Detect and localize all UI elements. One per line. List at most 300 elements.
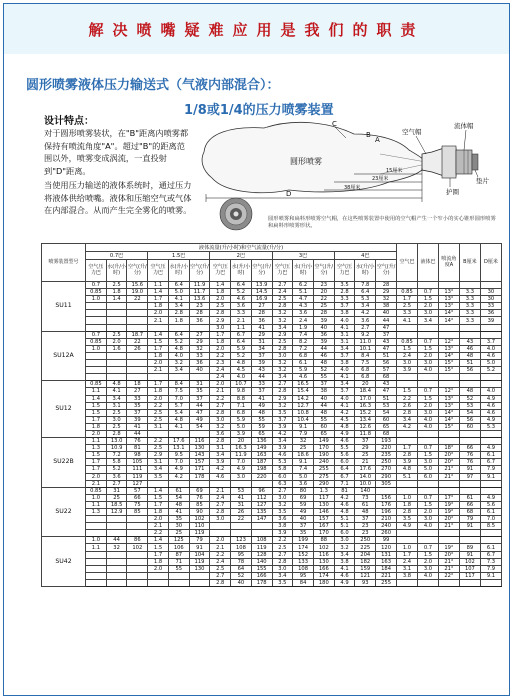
table-cell <box>397 480 418 487</box>
table-cell: 28 <box>251 310 272 317</box>
table-cell: 2.6 <box>397 402 418 409</box>
table-cell: 38 <box>376 303 397 310</box>
table-cell: 2.4 <box>210 374 231 381</box>
table-cell: 17.0 <box>355 395 376 402</box>
table-cell: 4.9 <box>480 445 501 452</box>
table-cell: 29 <box>376 289 397 296</box>
table-cell: 4.1 <box>397 317 418 324</box>
table-cell: 65 <box>251 430 272 437</box>
table-row <box>42 523 502 530</box>
table-cell <box>417 324 438 331</box>
table-row <box>42 360 502 367</box>
table-cell: 9.1 <box>480 473 501 480</box>
table-cell: 1.1 <box>148 282 169 289</box>
table-cell <box>106 565 127 572</box>
table-cell: 2.0 <box>210 345 231 352</box>
table-cell: 20° <box>438 516 459 523</box>
table-cell <box>459 487 480 494</box>
table-cell: 2.5 <box>106 331 127 338</box>
table-cell: 9.1 <box>480 572 501 579</box>
table-cell <box>210 480 231 487</box>
table-cell <box>459 438 480 445</box>
table-cell <box>106 374 127 381</box>
col-header-flow: 液体流量(升/小时)和空气流量(升/分) <box>86 244 397 252</box>
features-heading: 设计特点： <box>44 116 94 127</box>
table-cell <box>168 430 189 437</box>
table-cell: 135 <box>251 509 272 516</box>
table-cell: 108 <box>231 544 252 551</box>
table-cell <box>480 374 501 381</box>
table-cell: 21° <box>438 466 459 473</box>
table-cell: 40 <box>313 395 334 402</box>
table-row <box>42 516 502 523</box>
table-cell: 102 <box>189 516 210 523</box>
table-cell: 33 <box>127 395 148 402</box>
table-cell: 13° <box>438 303 459 310</box>
table-cell: 2.0 <box>417 303 438 310</box>
table-cell: 4.0 <box>334 395 355 402</box>
table-cell: 5.1 <box>334 523 355 530</box>
table-cell: 260 <box>376 530 397 537</box>
table-cell: 140 <box>355 487 376 494</box>
table-cell: 4.7 <box>293 296 314 303</box>
table-cell <box>86 572 107 579</box>
table-cell: 3.6 <box>231 303 252 310</box>
table-cell: 3.3 <box>459 310 480 317</box>
table-cell: 6.3 <box>272 480 293 487</box>
table-cell: 3.3 <box>334 296 355 303</box>
table-cell: 1.7 <box>210 331 231 338</box>
table-cell: 275 <box>313 473 334 480</box>
table-cell: 240 <box>313 459 334 466</box>
table-cell <box>127 317 148 324</box>
table-cell <box>168 579 189 586</box>
table-cell: 2.4 <box>397 558 418 565</box>
table-cell: 88 <box>313 537 334 544</box>
table-cell: 3.1 <box>106 402 127 409</box>
table-cell: 32 <box>293 438 314 445</box>
table-cell: 2.4 <box>210 367 231 374</box>
table-cell: 5.0 <box>168 289 189 296</box>
table-cell: 4.6 <box>231 296 252 303</box>
table-cell <box>480 530 501 537</box>
table-cell: 21° <box>438 473 459 480</box>
table-cell: 6.8 <box>355 374 376 381</box>
table-cell: 41 <box>251 324 272 331</box>
table-cell <box>438 579 459 586</box>
table-cell: 1.7 <box>86 466 107 473</box>
table-cell: 0.7 <box>86 282 107 289</box>
table-cell: 1.4 <box>106 296 127 303</box>
table-cell <box>251 523 272 530</box>
col-header-b: B厘米 <box>459 244 480 282</box>
table-cell: 1.3 <box>86 509 107 516</box>
table-cell: 13.0 <box>106 438 127 445</box>
table-cell: 4.0 <box>334 317 355 324</box>
table-cell: 23 <box>313 282 334 289</box>
table-cell: 20 <box>355 381 376 388</box>
table-cell: 305 <box>376 480 397 487</box>
table-cell: 2.7 <box>355 324 376 331</box>
table-cell: 12° <box>438 338 459 345</box>
table-cell <box>168 374 189 381</box>
sub-column-header: 空气压力巴 <box>210 260 231 282</box>
table-cell: 108 <box>293 565 314 572</box>
table-cell: 2.9 <box>210 317 231 324</box>
table-cell: 75 <box>127 501 148 508</box>
table-cell: 3.6 <box>355 317 376 324</box>
table-cell: 76 <box>459 452 480 459</box>
table-cell: 27 <box>189 331 210 338</box>
table-cell: 31 <box>106 487 127 494</box>
table-cell: 2.8 <box>106 430 127 437</box>
pressure-group-header: 2巴 <box>210 252 272 260</box>
table-cell <box>438 381 459 388</box>
dim-15cm: 15厘米 <box>386 168 403 174</box>
table-cell: 13° <box>438 395 459 402</box>
table-cell: 4.1 <box>106 388 127 395</box>
table-row <box>42 537 502 544</box>
table-cell: 5.3 <box>272 459 293 466</box>
table-cell: 7.5 <box>168 388 189 395</box>
table-cell: 290 <box>376 473 397 480</box>
table-cell: 250 <box>376 459 397 466</box>
table-cell <box>106 317 127 324</box>
table-cell <box>417 282 438 289</box>
table-cell: 2.0 <box>210 381 231 388</box>
table-cell <box>397 430 418 437</box>
sub-column-header: 水(升/小时) <box>106 260 127 282</box>
table-cell: 44 <box>127 430 148 437</box>
table-cell: 1.3 <box>86 445 107 452</box>
table-cell: 108 <box>251 537 272 544</box>
table-cell: 1.4 <box>148 331 169 338</box>
table-cell: 7.1 <box>334 480 355 487</box>
table-cell <box>417 374 438 381</box>
table-cell: 3.4 <box>272 572 293 579</box>
table-cell: 250 <box>355 537 376 544</box>
table-cell: 4.1 <box>168 296 189 303</box>
model-cell: SU12 <box>42 381 86 438</box>
spec-table <box>41 243 502 587</box>
table-cell: 5.0 <box>480 360 501 367</box>
table-row <box>42 416 502 423</box>
table-cell: 1.0 <box>86 345 107 352</box>
table-cell: 46 <box>313 352 334 359</box>
table-cell: 190 <box>313 452 334 459</box>
table-cell: 56 <box>459 416 480 423</box>
table-cell: 1.5 <box>417 551 438 558</box>
table-cell: 3.1 <box>148 423 169 430</box>
table-cell: 37 <box>251 388 272 395</box>
table-cell: 102 <box>313 544 334 551</box>
table-cell: 112 <box>251 494 272 501</box>
pressure-group-header: 3巴 <box>272 252 334 260</box>
table-cell: 44 <box>376 317 397 324</box>
table-cell: 48 <box>459 352 480 359</box>
table-cell: 17.6 <box>355 466 376 473</box>
table-cell: 4.6 <box>334 501 355 508</box>
table-cell: 3.1 <box>397 565 418 572</box>
table-cell: 78 <box>231 558 252 565</box>
table-cell: 270 <box>376 466 397 473</box>
table-cell: 44 <box>106 537 127 544</box>
table-cell: 61 <box>168 487 189 494</box>
table-cell: 33 <box>480 303 501 310</box>
table-cell: 1.1 <box>86 388 107 395</box>
table-cell: 2.0 <box>417 352 438 359</box>
table-cell: 89 <box>459 544 480 551</box>
table-cell: 55 <box>251 416 272 423</box>
table-cell: 119 <box>189 558 210 565</box>
table-cell: 13.9 <box>251 282 272 289</box>
spray-label: 圆形喷雾 <box>290 157 322 166</box>
table-cell: 56 <box>459 367 480 374</box>
table-cell: 3.6 <box>106 473 127 480</box>
table-cell: 93 <box>355 579 376 586</box>
table-cell: 7.1 <box>231 402 252 409</box>
table-cell: 1.4 <box>148 289 169 296</box>
table-cell: 3.7 <box>272 416 293 423</box>
dim-b-label: B <box>366 131 371 139</box>
table-cell: 156 <box>376 494 397 501</box>
table-cell: 4.6 <box>272 452 293 459</box>
table-cell: 2.5 <box>272 296 293 303</box>
table-cell: 119 <box>251 544 272 551</box>
table-cell: 6.1 <box>480 544 501 551</box>
table-cell: 16.9 <box>251 296 272 303</box>
table-cell: 7.0 <box>231 459 252 466</box>
table-cell: 176 <box>376 501 397 508</box>
table-cell: 1.8 <box>148 388 169 395</box>
table-cell: 15° <box>438 423 459 430</box>
table-cell: 4.9 <box>168 466 189 473</box>
table-cell: 0.85 <box>397 338 418 345</box>
table-cell: 44 <box>313 345 334 352</box>
table-cell: 4.9 <box>480 395 501 402</box>
table-cell: 2.0 <box>148 395 169 402</box>
table-cell: 196 <box>376 509 397 516</box>
table-cell: 3.0 <box>210 324 231 331</box>
table-cell: 33 <box>189 352 210 359</box>
table-row <box>42 452 502 459</box>
table-cell <box>417 381 438 388</box>
table-cell: 6.2 <box>293 282 314 289</box>
sub-column-header: 空气压力巴 <box>334 260 355 282</box>
table-cell: 47 <box>376 324 397 331</box>
table-cell <box>148 374 169 381</box>
table-cell: 4.8 <box>397 466 418 473</box>
table-cell <box>438 324 459 331</box>
table-cell: 59 <box>251 423 272 430</box>
table-cell: 2.1 <box>210 487 231 494</box>
table-cell: 25 <box>106 494 127 501</box>
table-cell: 4.0 <box>480 345 501 352</box>
table-cell: 3.3 <box>459 296 480 303</box>
table-cell: 1.3 <box>313 487 334 494</box>
table-cell <box>231 530 252 537</box>
table-cell <box>397 381 418 388</box>
table-row <box>42 438 502 445</box>
table-cell: 5.3 <box>480 423 501 430</box>
table-cell <box>210 530 231 537</box>
table-cell: 3.4 <box>168 367 189 374</box>
table-cell: 3.7 <box>334 352 355 359</box>
table-cell: 4.0 <box>168 352 189 359</box>
table-cell: 3.0 <box>397 360 418 367</box>
table-cell <box>438 537 459 544</box>
table-cell: 2.4 <box>210 494 231 501</box>
table-row <box>42 296 502 303</box>
table-cell: 32 <box>189 345 210 352</box>
table-cell: 2.5 <box>148 445 169 452</box>
table-cell <box>397 324 418 331</box>
table-cell: 4.9 <box>397 523 418 530</box>
table-cell: 3.0 <box>231 473 252 480</box>
table-cell <box>480 537 501 544</box>
table-cell: 6.0 <box>272 473 293 480</box>
table-cell: 17° <box>438 494 459 501</box>
table-cell <box>417 537 438 544</box>
table-cell: 69 <box>293 494 314 501</box>
table-cell: 2.0 <box>148 516 169 523</box>
table-cell: 39 <box>251 360 272 367</box>
table-cell: 1.8 <box>168 317 189 324</box>
table-cell: 2.1 <box>148 367 169 374</box>
table-cell <box>480 381 501 388</box>
table-cell <box>106 367 127 374</box>
model-cell: SU11 <box>42 282 86 332</box>
table-cell: 2.0 <box>210 296 231 303</box>
table-cell: 54 <box>376 409 397 416</box>
table-cell: 30 <box>168 523 189 530</box>
table-cell: 17.6 <box>168 438 189 445</box>
table-cell <box>397 438 418 445</box>
table-cell: 1.0 <box>86 296 107 303</box>
table-cell <box>459 430 480 437</box>
table-cell <box>189 324 210 331</box>
table-cell: 29 <box>189 338 210 345</box>
table-cell: 3.4 <box>272 374 293 381</box>
table-cell: 56 <box>376 360 397 367</box>
table-cell: 2.1 <box>148 523 169 530</box>
table-cell <box>397 579 418 586</box>
table-cell: 159 <box>355 565 376 572</box>
table-cell: 19° <box>438 544 459 551</box>
table-cell: 7.9 <box>480 466 501 473</box>
table-cell: 3.0 <box>417 459 438 466</box>
spec-table-wrap <box>41 243 502 587</box>
table-cell: 2.5 <box>272 338 293 345</box>
sub-column-header: 水(升/小时) <box>168 260 189 282</box>
sub-column-header: 水(升/小时) <box>355 260 376 282</box>
table-cell: 68 <box>376 430 397 437</box>
table-cell: 104 <box>189 551 210 558</box>
table-cell: 76 <box>189 494 210 501</box>
table-cell: 2.2 <box>210 551 231 558</box>
table-cell: 37 <box>313 381 334 388</box>
table-cell: 3.4 <box>355 303 376 310</box>
col-header-model: 喷雾装置型号 <box>42 244 86 282</box>
table-cell: 3.0 <box>417 516 438 523</box>
table-cell: 48 <box>313 360 334 367</box>
table-cell: 76 <box>127 438 148 445</box>
table-cell: 4.2 <box>210 466 231 473</box>
table-cell: 3.0 <box>417 565 438 572</box>
table-cell: 37 <box>127 409 148 416</box>
table-cell <box>106 310 127 317</box>
table-cell: 1.8 <box>148 558 169 565</box>
table-row <box>42 289 502 296</box>
table-cell: 47 <box>376 388 397 395</box>
table-cell <box>480 331 501 338</box>
table-cell: 14.0 <box>355 473 376 480</box>
table-cell: 117 <box>313 494 334 501</box>
table-row <box>42 487 502 494</box>
sub-column-header: 空气压力巴 <box>86 260 107 282</box>
table-cell: 3.9 <box>272 445 293 452</box>
table-cell: 14.5 <box>251 289 272 296</box>
table-cell: 34 <box>251 345 272 352</box>
table-cell: 240 <box>376 523 397 530</box>
table-cell: 1.5 <box>417 345 438 352</box>
table-cell: 31 <box>251 338 272 345</box>
table-cell <box>86 551 107 558</box>
table-cell: 4.9 <box>480 494 501 501</box>
table-cell: 86 <box>127 537 148 544</box>
table-cell: 3.8 <box>397 572 418 579</box>
table-cell: 255 <box>376 579 397 586</box>
table-cell: 4.0 <box>417 367 438 374</box>
table-cell <box>251 480 272 487</box>
table-cell: 3.5 <box>148 473 169 480</box>
table-cell: 1.0 <box>86 537 107 544</box>
table-cell: 10.8 <box>293 409 314 416</box>
slogan-banner <box>4 4 509 54</box>
table-cell <box>459 480 480 487</box>
table-cell <box>148 480 169 487</box>
table-cell: 0.85 <box>86 381 107 388</box>
table-cell: 5.8 <box>106 459 127 466</box>
table-cell: 3.6 <box>293 310 314 317</box>
table-cell: 95 <box>293 572 314 579</box>
table-cell: 40 <box>376 310 397 317</box>
table-cell <box>127 324 148 331</box>
table-cell: 140 <box>251 558 272 565</box>
table-cell <box>127 565 148 572</box>
table-cell: 12.6 <box>355 423 376 430</box>
table-cell: 48 <box>459 388 480 395</box>
table-cell: 1.5 <box>86 452 107 459</box>
table-cell: 120 <box>376 544 397 551</box>
table-row <box>42 430 502 437</box>
table-row <box>42 530 502 537</box>
table-cell: 7.9 <box>293 430 314 437</box>
table-cell: 3.2 <box>272 402 293 409</box>
table-cell: 1.1 <box>86 438 107 445</box>
table-cell: 8.2 <box>293 338 314 345</box>
table-cell: 1.4 <box>210 282 231 289</box>
table-cell: 7.8 <box>355 282 376 289</box>
table-row <box>42 445 502 452</box>
table-cell: 4.0 <box>417 423 438 430</box>
table-cell: 2.8 <box>397 452 418 459</box>
table-cell: 2.2 <box>272 537 293 544</box>
table-cell: 3.9 <box>231 430 252 437</box>
table-cell: 18.5 <box>106 501 127 508</box>
table-cell: 9.8 <box>231 388 252 395</box>
table-cell: 116 <box>313 551 334 558</box>
